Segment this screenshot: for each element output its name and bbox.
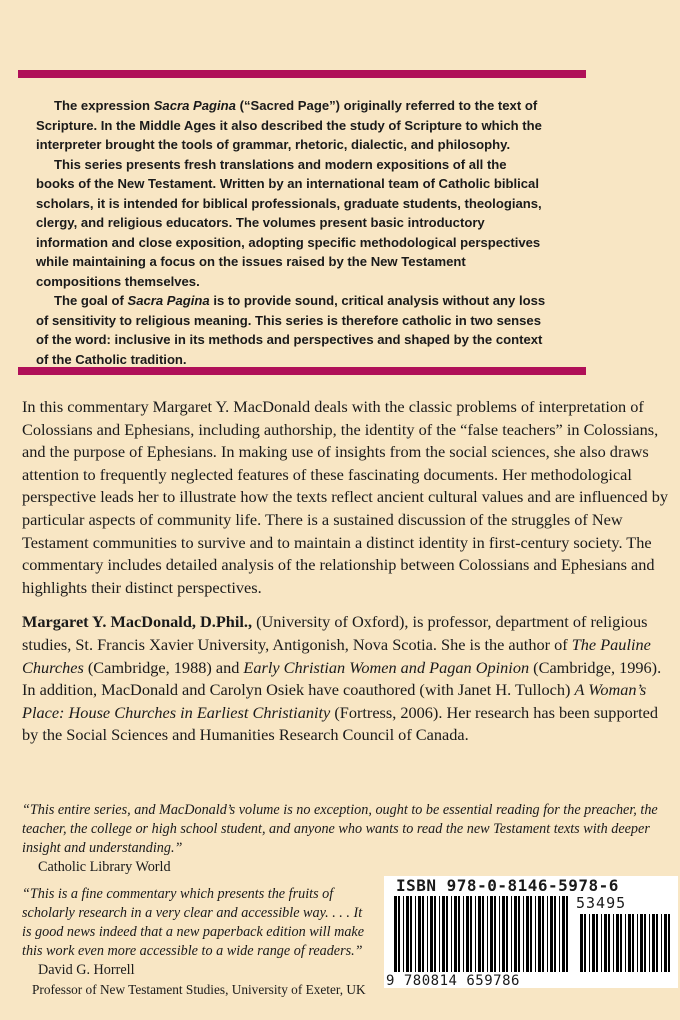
quote-1-text: “This entire series, and MacDonald’s volume is no exception, ought to be essential reading for the preacher, the teacher, the college or high school student, and anyone who wants to read the new Testament texts with deeper insight and understanding.” (22, 802, 658, 856)
review-quote-1 (22, 801, 672, 877)
top-divider (18, 70, 586, 78)
series-paragraph-2: This series presents fresh translations and modern expositions of all the books of the New Testament. Written by an international team of Catholic biblical scholars, it is intended for biblical professionals, graduate students, theologians, clergy, and religious educators. The volumes present basic introductory information and close exposition, adopting specific methodological perspectives while maintaining a focus on the issues raised by the New Testament compositions themselves. (36, 156, 542, 289)
quote-1-source: Catholic Library World (38, 859, 171, 875)
quote-2-text: “This is a fine commentary which presents the fruits of scholarly research in a very clear and accessible way. . . . It is good news indeed that a new paperback edition will make this work even more accessible to a wide range of readers.” (22, 886, 365, 959)
series-paragraph-1: The expression Sacra Pagina (“Sacred Page”) originally referred to the text of Scripture. In the Middle Ages it also described the study of Scripture to which the interpreter brought the tools of grammar, rhetoric, dialectic, and philosophy. (36, 98, 542, 152)
description-paragraph: In this commentary Margaret Y. MacDonald deals with the classic problems of interpretation of Colossians and Ephesians, including authorship, the identity of the “false teachers” in Colossians, and the purpose of Ephesians. In making use of insights from the social sciences, she also draws attention to frequently neglected features of these fascinating documents. Her methodological perspective leads her to illustrate how the texts reflect ancient cultural values and are influenced by particular aspects of community life. There is a sustained discussion of the struggles of New Testament communities to survive and to maintain a distinct identity in first-century society. The commentary includes detailed analysis of the relationship between Colossians and Ephesians and highlights their distinct perspectives. (22, 397, 669, 597)
price-code: 53495 (576, 894, 627, 912)
isbn-digits: 9 780814 659786 (386, 973, 520, 989)
quote-2-title: Professor of New Testament Studies, University of Exeter, UK (32, 982, 366, 997)
isbn-label: ISBN 978-0-8146-5978-6 (396, 876, 619, 895)
bottom-divider (18, 367, 586, 375)
author-bio: Margaret Y. MacDonald, D.Phil., (University of Oxford), is professor, department of religious studies, St. Francis Xavier University, Antigonish, Nova Scotia. She is the author of The Pauline Churches (Cambridge, 1988) and Early Christian Women and Pagan Opinion (Cambridge, 1996). In addition, MacDonald and Carolyn Osiek have coauthored (with Janet H. Tulloch) A Woman’s Place: House Churches in Earliest Christianity (Fortress, 2006). Her research has been supported by the Social Sciences and Humanities Research Council of Canada. (22, 612, 662, 745)
review-quote-2 (22, 885, 374, 999)
quote-2-name: David G. Horrell (38, 962, 135, 978)
book-description (22, 396, 674, 747)
series-paragraph-3: The goal of Sacra Pagina is to provide sound, critical analysis without any loss of sensitivity to religious meaning. This series is therefore catholic in two senses of the word: inclusive in its methods and perspectives and shaped by the context of the Catholic tradition. (36, 293, 546, 367)
series-description (36, 96, 546, 369)
